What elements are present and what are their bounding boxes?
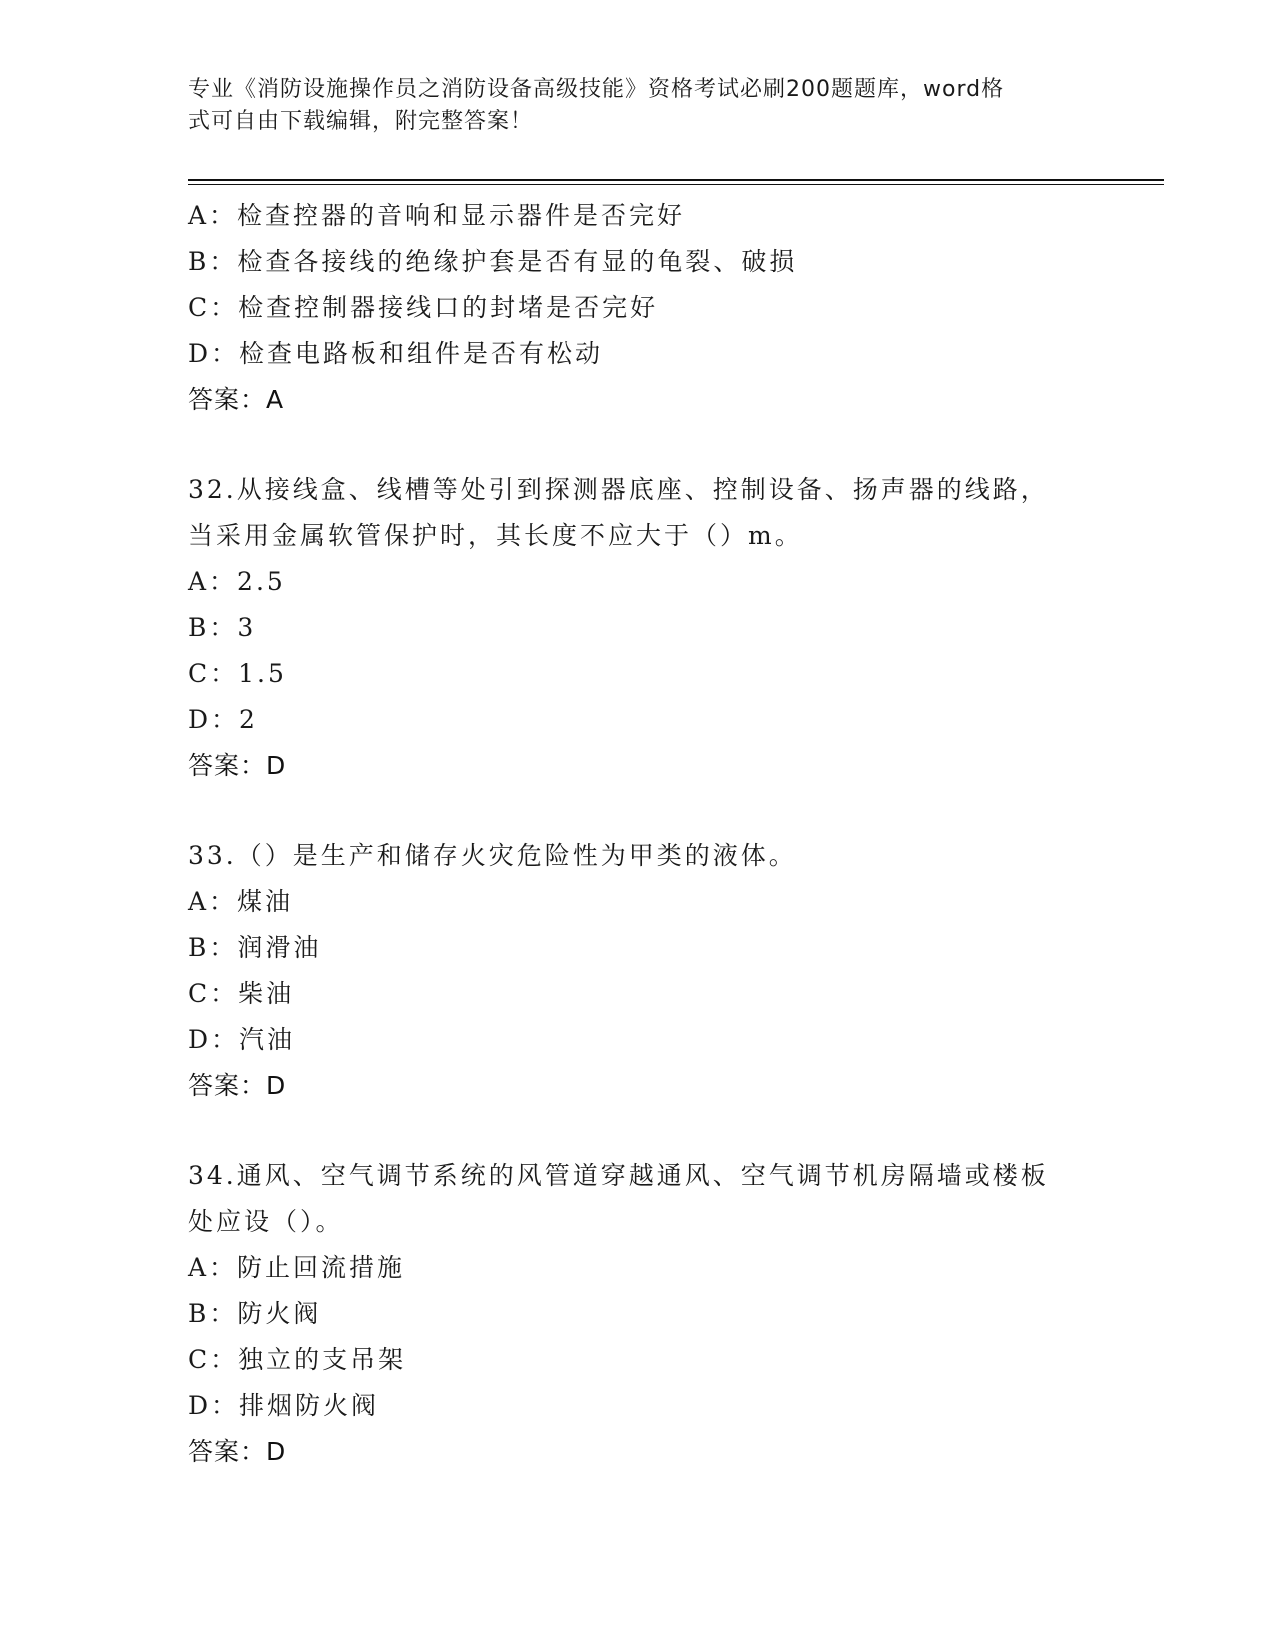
option-a: A：检查控器的音响和显示器件是否完好 [188,201,686,230]
question-stem-line: 34.通风、空气调节系统的风管道穿越通风、空气调节机房隔墙或楼板 [188,1161,1049,1190]
option-d: D：排烟防火阀 [188,1391,380,1420]
option-b: B：3 [188,613,257,642]
question-stem-line: 当采用金属软管保护时，其长度不应大于（）m。 [188,521,803,550]
header-line-2: 式可自由下载编辑，附完整答案！ [188,109,534,134]
question-stem-line: 32.从接线盒、线槽等处引到探测器底座、控制设备、扬声器的线路， [188,475,1049,504]
question-34 [188,1153,1088,1475]
option-a: A：2.5 [188,567,286,596]
question-stem-line: 处应设（）。 [188,1207,344,1236]
spacer [188,1109,1088,1153]
option-c: C：独立的支吊架 [188,1345,407,1374]
option-a: A：煤油 [188,887,294,916]
question-list [188,193,1088,1475]
answer-line: 答案：D [188,1437,287,1466]
header-line-1: 专业《消防设施操作员之消防设备高级技能》资格考试必刷200题题库，word格 [188,77,1005,102]
answer-line: 答案：D [188,1071,287,1100]
question-33 [188,833,1088,1109]
option-c: C：1.5 [188,659,287,688]
spacer [188,789,1088,833]
question-32 [188,467,1088,789]
question-31-continued [188,193,1088,423]
option-b: B：润滑油 [188,933,322,962]
header-divider-thick [188,179,1164,181]
option-c: C：检查控制器接线口的封堵是否完好 [188,293,659,322]
question-stem-line: 33.（）是生产和储存火灾危险性为甲类的液体。 [188,841,797,870]
spacer [188,423,1088,467]
option-a: A：防止回流措施 [188,1253,406,1282]
option-b: B：防火阀 [188,1299,322,1328]
document-header [188,74,1068,138]
answer-line: 答案：A [188,385,285,414]
option-c: C：柴油 [188,979,295,1008]
option-b: B：检查各接线的绝缘护套是否有显的龟裂、破损 [188,247,798,276]
answer-line: 答案：D [188,751,287,780]
option-d: D：2 [188,705,258,734]
header-divider-thin [188,184,1164,185]
option-d: D：检查电路板和组件是否有松动 [188,339,604,368]
option-d: D：汽油 [188,1025,296,1054]
